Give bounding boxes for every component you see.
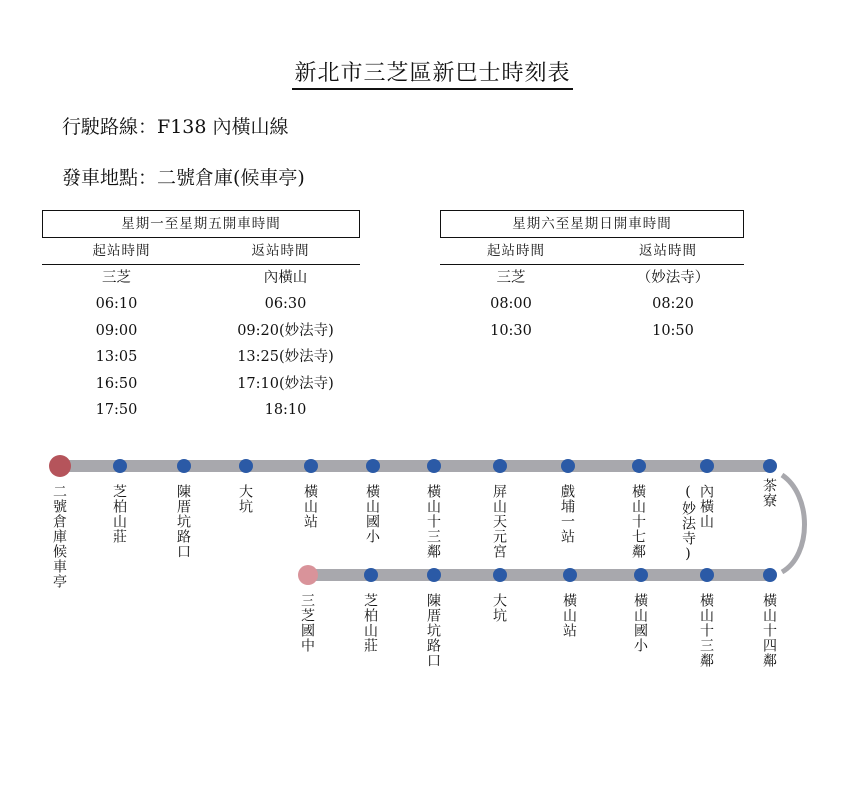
ret-cell: 10:50 <box>652 322 694 339</box>
stop-label: 橫山十四鄰 <box>761 593 777 668</box>
stop-label: 橫山十七鄰 <box>630 484 646 559</box>
ret-cell: 06:30 <box>264 296 307 313</box>
weekend-header: 星期六至星期日開車時間 <box>440 210 744 238</box>
out-cell: 08:00 <box>490 296 532 313</box>
stop-label: 陳厝坑路口 <box>175 484 191 559</box>
ret-cell: 13:25(妙法寺) <box>237 349 334 366</box>
weekend-col-out: 起站時間 <box>487 243 545 259</box>
ret-cell: 08:20 <box>652 296 694 313</box>
stop-marker <box>366 459 380 473</box>
ret-cell: 09:20(妙法寺) <box>237 322 334 339</box>
stop-marker <box>563 568 577 582</box>
route-value: F138 內橫山線 <box>157 116 289 138</box>
stop-marker <box>700 568 714 582</box>
stop-label: 橫山國小 <box>632 593 648 653</box>
out-cell: 三芝 <box>102 270 131 286</box>
route-label: 行駛路線： <box>62 116 158 138</box>
departure-value: 二號倉庫(候車亭) <box>157 167 305 189</box>
stop-marker <box>364 568 378 582</box>
ret-cell: （妙法寺） <box>636 270 710 286</box>
stop-label: 茶寮 <box>761 478 777 508</box>
stop-label: 橫山站 <box>302 484 318 529</box>
stop-label: 二號倉庫候車亭 <box>51 484 67 589</box>
out-cell: 17:50 <box>95 401 138 418</box>
stop-marker <box>493 459 507 473</box>
stop-marker <box>427 459 441 473</box>
stop-marker <box>763 568 777 582</box>
stop-marker <box>239 459 253 473</box>
stop-label: 橫山十三鄰 <box>425 484 441 559</box>
stop-label: 大坑 <box>237 484 253 514</box>
start-stop-marker <box>49 455 71 477</box>
end-stop-marker <box>298 565 318 585</box>
out-cell: 13:05 <box>95 349 138 366</box>
stop-label: 橫山國小 <box>364 484 380 544</box>
departure-label: 發車地點： <box>62 167 158 189</box>
route-curve <box>782 475 805 572</box>
stop-marker <box>634 568 648 582</box>
stop-label: (妙法寺) <box>680 484 696 563</box>
out-cell: 三芝 <box>496 270 526 286</box>
weekday-header: 星期一至星期五開車時間 <box>42 210 360 238</box>
ret-cell: 18:10 <box>264 401 307 418</box>
weekday-col-ret: 返站時間 <box>251 243 310 259</box>
ret-cell: 17:10(妙法寺) <box>237 375 334 392</box>
stop-label: 三芝國中 <box>299 593 315 653</box>
stop-label: 芝柏山莊 <box>362 593 378 653</box>
out-cell: 06:10 <box>95 296 138 313</box>
stop-label: 陳厝坑路口 <box>425 593 441 668</box>
stop-label: 屏山天元宮 <box>491 484 507 559</box>
stop-label: 芝柏山莊 <box>111 484 127 544</box>
stop-label-group <box>681 484 713 563</box>
stop-marker <box>632 459 646 473</box>
stop-marker <box>427 568 441 582</box>
weekday-col-out: 起站時間 <box>92 243 151 259</box>
stop-label: 橫山站 <box>561 593 577 638</box>
stop-marker <box>493 568 507 582</box>
out-cell: 10:30 <box>490 322 532 339</box>
ret-cell: 內橫山 <box>263 270 308 286</box>
stop-marker <box>304 459 318 473</box>
stop-marker <box>763 459 777 473</box>
stop-label: 戲埔一站 <box>559 484 575 544</box>
page-title: 新北市三芝區新巴士時刻表 <box>0 56 865 87</box>
stop-label: 內橫山 <box>698 484 714 529</box>
weekend-col-ret: 返站時間 <box>639 243 697 259</box>
out-cell: 16:50 <box>95 375 138 392</box>
stop-marker <box>561 459 575 473</box>
stop-marker <box>113 459 127 473</box>
stop-marker <box>700 459 714 473</box>
stop-marker <box>177 459 191 473</box>
stop-label: 大坑 <box>491 593 507 623</box>
out-cell: 09:00 <box>95 322 138 339</box>
stop-label: 橫山十三鄰 <box>698 593 714 668</box>
